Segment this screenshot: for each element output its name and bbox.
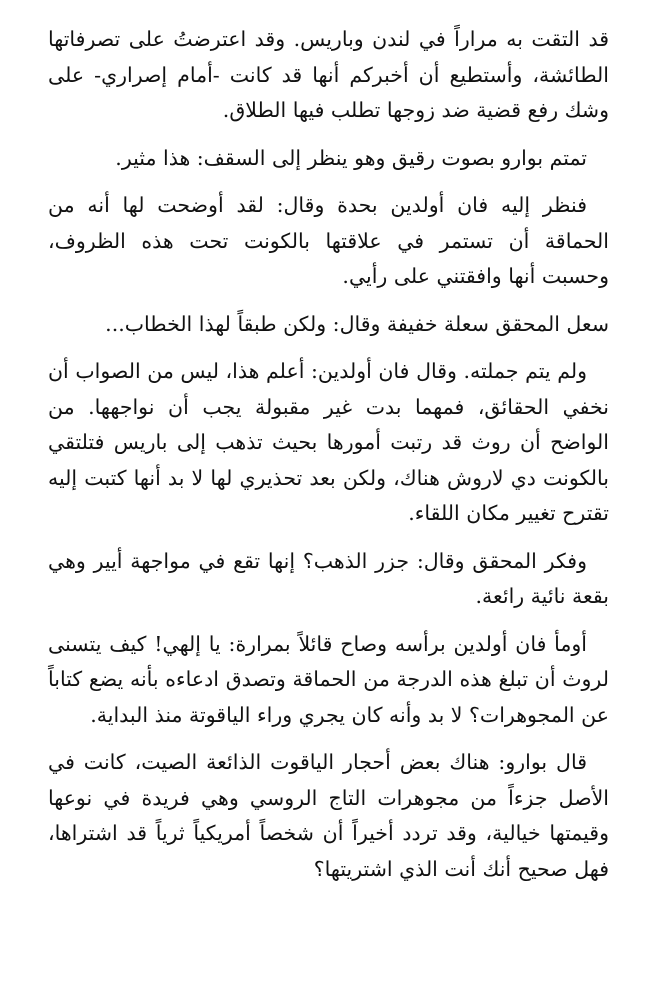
paragraph-detective-cough: سعل المحقق سعلة خفيفة وقال: ولكن طبقاً لهذا الخطاب... bbox=[105, 311, 609, 336]
paragraph-continuation: قد التقت به مراراً في لندن وباريس. وقد اعترضتُ على تصرفاتها الطائشة، وأستطيع أن أخبركم أنها قد كانت -أمام إصراري- على وشك رفع قضية ضد زوجها تطلب فيها الطلاق. bbox=[48, 27, 609, 122]
paragraph-van-aldin-sharp: فنظر إليه فان أولدين بحدة وقال: لقد أوضحت لها أنه من الحماقة أن تستمر في علاقتها بالكونت تحت هذه الظروف، وحسبت أنها وافقتني على رأيي. bbox=[48, 193, 609, 288]
paragraph-poirot-rubies: قال بوارو: هناك بعض أحجار الياقوت الذائعة الصيت، كانت في الأصل جزءاً من مجوهرات التاج الروسي وهي فريدة في نوعها وقيمتها خيالية، وقد تردد أخيراً أن شخصاً أمريكياً ثرياً قد اشتراها، فهل صحيح أنك أنت الذي اشتريتها؟ bbox=[48, 750, 609, 881]
paragraph-poirot-murmur: تمتم بوارو بصوت رقيق وهو ينظر إلى السقف: هذا مثير. bbox=[115, 145, 587, 170]
paragraph-van-aldin-bitter: أومأ فان أولدين برأسه وصاح قائلاً بمرارة: يا إلهي! كيف يتسنى لروث أن تبلغ هذه الدرجة من الحماقة وتصدق ادعاءه بأنه يضع كتاباً عن المجوهرات؟ لا بد وأنه كان يجري وراء الياقوتة منذ البداية. bbox=[48, 631, 609, 727]
book-page bbox=[48, 22, 609, 899]
paragraph-golden-islands: وفكر المحقق وقال: جزر الذهب؟ إنها تقع في مواجهة أيير وهي بقعة نائية رائعة. bbox=[48, 548, 609, 608]
paragraph-van-aldin-facts: ولم يتم جملته. وقال فان أولدين: أعلم هذا، ليس من الصواب أن نخفي الحقائق، فمهما بدت غير مقبولة يجب أن نواجهها. من الواضح أن روث قد رتبت أمورها بحيث تذهب إلى باريس فتلتقي بالكونت دي لاروش هناك، ولكن بعد تحذيري لها لا بد أنها كتبت إليه تقترح تغيير مكان اللقاء. bbox=[48, 359, 609, 525]
